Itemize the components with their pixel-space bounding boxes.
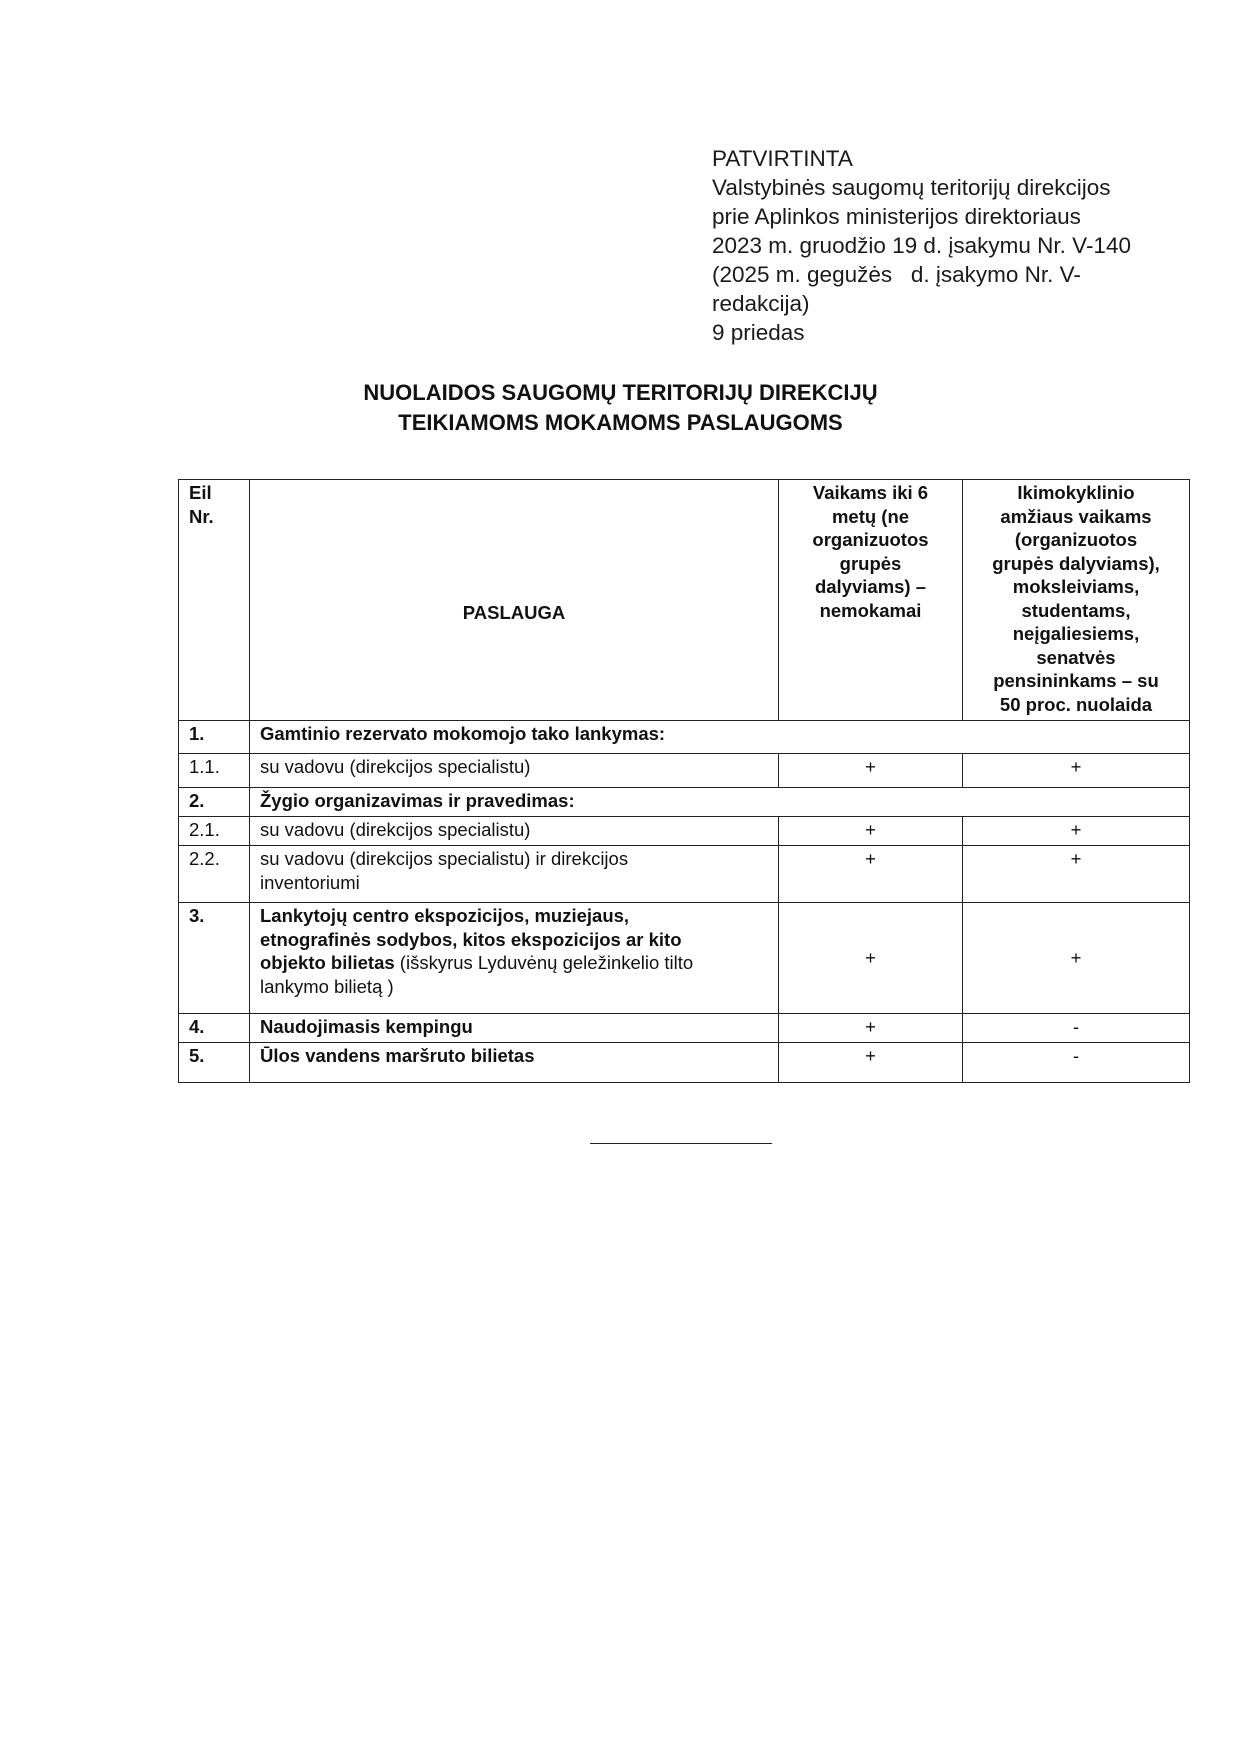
row-col4-mark: - — [963, 1043, 1190, 1083]
header-col4-line: senatvės — [1036, 646, 1116, 668]
row-col3-mark: + — [779, 846, 963, 903]
row-col3-mark: + — [779, 817, 963, 846]
header-col4-line: neįgaliesiems, — [1012, 623, 1140, 644]
header-col4-line: moksleiviams, — [1012, 576, 1140, 597]
header-col3-line: organizuotos — [812, 529, 929, 550]
row-nr: 3. — [179, 903, 250, 1014]
row-nr: 2. — [179, 788, 250, 817]
row-col4-mark: - — [963, 1014, 1190, 1043]
row-nr: 1.1. — [179, 754, 250, 788]
header-col4-line: grupės dalyviams), — [992, 552, 1160, 574]
title-line-2: TEIKIAMOMS MOKAMOMS PASLAUGOMS — [398, 410, 843, 435]
table-row — [179, 721, 1190, 754]
header-nr — [179, 480, 250, 721]
row-col4-mark: + — [963, 817, 1190, 846]
header-col3-line: Vaikams iki 6 — [812, 482, 929, 503]
title-line-1: NUOLAIDOS SAUGOMŲ TERITORIJŲ DIREKCIJŲ — [363, 380, 878, 405]
row-service: Naudojimasis kempingu — [250, 1014, 779, 1043]
table-row — [179, 1043, 1190, 1083]
header-col3-line: grupės — [839, 552, 902, 574]
header-col4-line: amžiaus vaikams — [1000, 505, 1152, 527]
approval-line: PATVIRTINTA — [712, 146, 853, 171]
table-header-row — [179, 480, 1190, 721]
row-service: Ūlos vandens maršruto bilietas — [250, 1043, 779, 1083]
row-nr: 1. — [179, 721, 250, 754]
row-col3-mark: + — [779, 1043, 963, 1083]
row-col3-mark: + — [779, 903, 963, 1014]
row-col4-mark: + — [963, 846, 1190, 903]
row-col3-mark: + — [779, 754, 963, 788]
row-nr: 2.1. — [179, 817, 250, 846]
row-service-line: inventoriumi — [260, 871, 360, 893]
header-col3-line: nemokamai — [819, 599, 922, 621]
table-row — [179, 817, 1190, 846]
row-service — [250, 846, 779, 903]
approval-block — [712, 144, 1131, 347]
header-col3-line: dalyviams) – — [814, 576, 927, 597]
header-nr-line1: Eil — [189, 482, 212, 503]
approval-line: 9 priedas — [712, 320, 805, 345]
header-col4-line: Ikimokyklinio — [1017, 482, 1135, 503]
row-nr: 5. — [179, 1043, 250, 1083]
header-nr-line2: Nr. — [189, 505, 214, 527]
row-service-line: su vadovu (direkcijos specialistu) ir direkcijos — [260, 848, 629, 869]
row-service-line — [260, 951, 768, 975]
header-col3-line: metų (ne — [831, 505, 910, 527]
row-nr: 2.2. — [179, 846, 250, 903]
header-col4-line: studentams, — [1021, 599, 1131, 621]
row-service-line: Lankytojų centro ekspozicijos, muziejaus, — [260, 905, 630, 926]
table-row — [179, 846, 1190, 903]
header-col4-line: 50 proc. nuolaida — [999, 693, 1153, 715]
table-row — [179, 788, 1190, 817]
header-col4-line: pensininkams – su — [993, 670, 1159, 691]
header-service — [250, 480, 779, 721]
row-service: su vadovu (direkcijos specialistu) — [250, 754, 779, 788]
row-nr: 4. — [179, 1014, 250, 1043]
row-col3-mark: + — [779, 1014, 963, 1043]
header-children-under-6 — [779, 480, 963, 721]
services-table — [178, 479, 1190, 1083]
approval-line: 2023 m. gruodžio 19 d. įsakymu Nr. V-140 — [712, 233, 1131, 258]
approval-line: (2025 m. gegužės d. įsakymo Nr. V- — [712, 262, 1081, 287]
table-row — [179, 754, 1190, 788]
header-col4-line: (organizuotos — [1014, 529, 1138, 550]
row-service: Žygio organizavimas ir pravedimas: — [250, 788, 1190, 817]
row-service-line: etnografinės sodybos, kitos ekspozicijos ar kito — [260, 928, 682, 950]
row-col4-mark: + — [963, 903, 1190, 1014]
row-service: su vadovu (direkcijos specialistu) — [250, 817, 779, 846]
row-col4-mark: + — [963, 754, 1190, 788]
document-title — [0, 378, 1241, 438]
header-service-label: PASLAUGA — [462, 602, 566, 624]
header-discount-50 — [963, 480, 1190, 721]
approval-line: prie Aplinkos ministerijos direktoriaus — [712, 204, 1081, 229]
row-service-line: lankymo bilietą ) — [260, 975, 394, 997]
row-service-bold-part: objekto bilietas — [260, 952, 395, 973]
row-service: Gamtinio rezervato mokomojo tako lankymas: — [250, 721, 1190, 754]
table-row — [179, 903, 1190, 1014]
table-row — [179, 1014, 1190, 1043]
approval-line: redakcija) — [712, 291, 810, 316]
approval-line: Valstybinės saugomų teritorijų direkcijos — [712, 175, 1111, 200]
row-service-normal-part: (išskyrus Lyduvėnų geležinkelio tilto — [394, 952, 694, 973]
row-service — [250, 903, 779, 1014]
end-separator-line — [590, 1143, 772, 1144]
